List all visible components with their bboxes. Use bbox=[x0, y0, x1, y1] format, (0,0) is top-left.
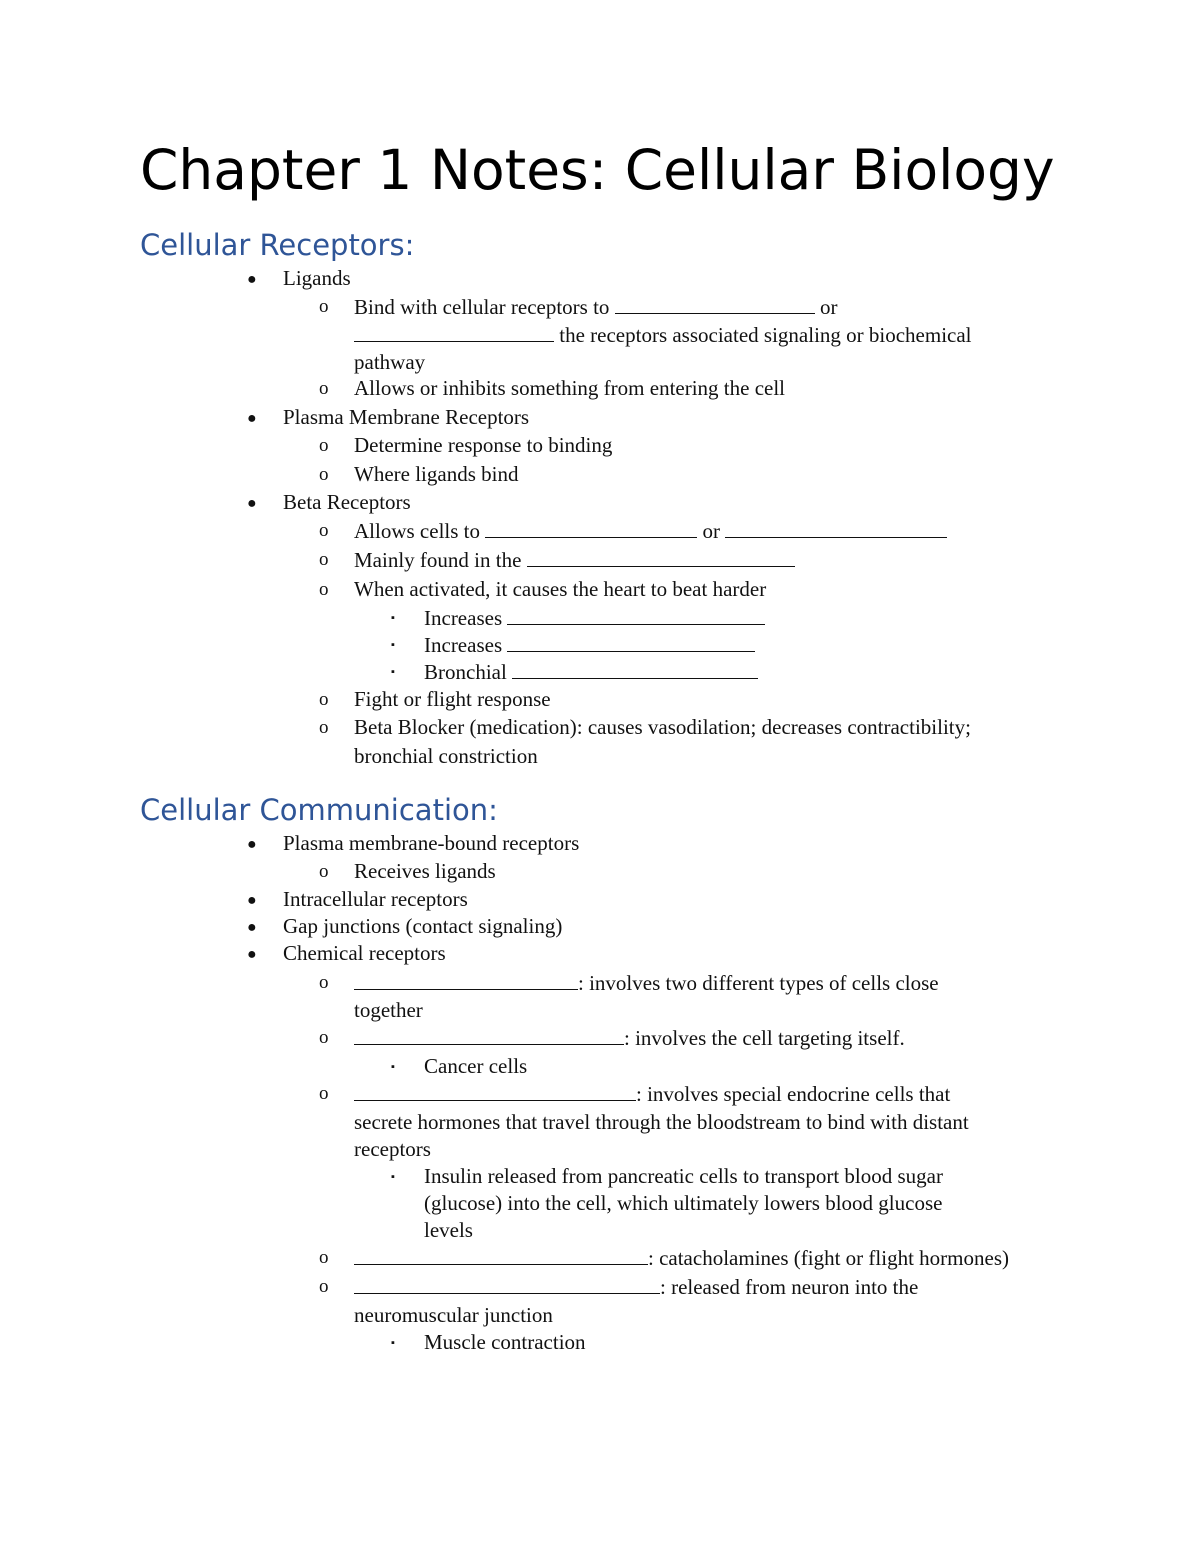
list-item-text: Bind with cellular receptors to bbox=[354, 295, 610, 319]
list-item: Intracellular receptors bbox=[283, 887, 468, 911]
list-item-continuation: secrete hormones that travel through the bloodstream to bind with distant bbox=[354, 1110, 969, 1134]
list-item: Determine response to binding bbox=[354, 433, 613, 457]
list-item: Allows or inhibits something from entering the cell bbox=[354, 376, 786, 400]
list-item-continuation: receptors bbox=[354, 1137, 431, 1161]
bullet-marker: ● bbox=[247, 495, 257, 512]
list-item-continuation: pathway bbox=[354, 350, 426, 374]
list-item: When activated, it causes the heart to beat harder bbox=[354, 577, 767, 601]
page-title: Chapter 1 Notes: Cellular Biology bbox=[140, 138, 1055, 202]
list-item-text: : released from neuron into the bbox=[660, 1275, 919, 1299]
list-item-continuation: together bbox=[354, 998, 423, 1022]
square-marker: ▪ bbox=[391, 639, 395, 651]
circle-marker: o bbox=[319, 972, 329, 993]
circle-marker: o bbox=[319, 689, 329, 710]
list-item-continuation: levels bbox=[424, 1218, 473, 1242]
circle-marker: o bbox=[319, 1276, 329, 1297]
bullet-marker: ● bbox=[247, 271, 257, 288]
list-item: Beta Blocker (medication): causes vasodilation; decreases contractibility; bbox=[354, 715, 971, 739]
fill-in-blank bbox=[507, 632, 755, 652]
list-item-text: or bbox=[702, 519, 720, 543]
circle-marker: o bbox=[319, 1247, 329, 1268]
list-item: Plasma membrane-bound receptors bbox=[283, 831, 580, 855]
fill-in-blank bbox=[527, 547, 795, 567]
list-item bbox=[354, 547, 795, 572]
list-item-continuation: neuromuscular junction bbox=[354, 1303, 553, 1327]
list-item bbox=[424, 605, 765, 630]
bullet-marker: ● bbox=[247, 410, 257, 427]
circle-marker: o bbox=[319, 435, 329, 456]
list-item: Ligands bbox=[283, 266, 351, 290]
fill-in-blank bbox=[507, 605, 765, 625]
square-marker: ▪ bbox=[391, 1337, 395, 1349]
list-item-text: Increases bbox=[424, 606, 503, 630]
square-marker: ▪ bbox=[391, 1061, 395, 1073]
fill-in-blank bbox=[512, 659, 758, 679]
list-item-text: : catacholamines (fight or flight hormones) bbox=[648, 1246, 1009, 1270]
bullet-marker: ● bbox=[247, 836, 257, 853]
list-item-text: the receptors associated signaling or biochemical bbox=[559, 323, 972, 347]
circle-marker: o bbox=[319, 296, 329, 317]
list-item bbox=[354, 1274, 918, 1299]
circle-marker: o bbox=[319, 579, 329, 600]
list-item: Cancer cells bbox=[424, 1054, 528, 1078]
list-item-text: Allows cells to bbox=[354, 519, 480, 543]
list-item bbox=[354, 1081, 950, 1106]
list-item-continuation: bronchial constriction bbox=[354, 744, 538, 768]
square-marker: ▪ bbox=[391, 612, 395, 624]
fill-in-blank bbox=[354, 1274, 660, 1294]
list-item: Muscle contraction bbox=[424, 1330, 586, 1354]
section-heading-communication: Cellular Communication: bbox=[140, 793, 498, 827]
list-item bbox=[424, 632, 755, 657]
fill-in-blank bbox=[354, 322, 554, 342]
circle-marker: o bbox=[319, 1083, 329, 1104]
square-marker: ▪ bbox=[391, 1171, 395, 1183]
fill-in-blank bbox=[615, 294, 815, 314]
bullet-marker: ● bbox=[247, 892, 257, 909]
list-item bbox=[354, 970, 939, 995]
list-item: Insulin released from pancreatic cells to transport blood sugar bbox=[424, 1164, 943, 1188]
list-item: Receives ligands bbox=[354, 859, 496, 883]
circle-marker: o bbox=[319, 861, 329, 882]
list-item-text: Bronchial bbox=[424, 660, 507, 684]
square-marker: ▪ bbox=[391, 666, 395, 678]
list-item bbox=[354, 322, 972, 347]
list-item: Fight or flight response bbox=[354, 687, 551, 711]
circle-marker: o bbox=[319, 549, 329, 570]
list-item bbox=[354, 518, 947, 543]
list-item-text: or bbox=[819, 295, 838, 319]
fill-in-blank bbox=[354, 1025, 624, 1045]
circle-marker: o bbox=[319, 378, 329, 399]
list-item: Beta Receptors bbox=[283, 490, 411, 514]
list-item bbox=[354, 1025, 905, 1050]
fill-in-blank bbox=[354, 1245, 648, 1265]
circle-marker: o bbox=[319, 464, 329, 485]
section-heading-receptors: Cellular Receptors: bbox=[140, 228, 415, 262]
list-item-continuation: (glucose) into the cell, which ultimately lowers blood glucose bbox=[424, 1191, 943, 1215]
circle-marker: o bbox=[319, 520, 329, 541]
list-item bbox=[354, 1245, 1009, 1270]
list-item-text: : involves two different types of cells close bbox=[578, 971, 939, 995]
circle-marker: o bbox=[319, 717, 329, 738]
list-item-text: : involves the cell targeting itself. bbox=[624, 1026, 905, 1050]
fill-in-blank bbox=[485, 518, 697, 538]
circle-marker: o bbox=[319, 1027, 329, 1048]
list-item: Where ligands bind bbox=[354, 462, 519, 486]
list-item bbox=[354, 294, 837, 319]
fill-in-blank bbox=[725, 518, 947, 538]
list-item: Gap junctions (contact signaling) bbox=[283, 914, 563, 938]
fill-in-blank bbox=[354, 1081, 636, 1101]
bullet-marker: ● bbox=[247, 919, 257, 936]
bullet-marker: ● bbox=[247, 946, 257, 963]
list-item bbox=[424, 659, 758, 684]
list-item-text: : involves special endocrine cells that bbox=[636, 1082, 951, 1106]
list-item-text: Mainly found in the bbox=[354, 548, 522, 572]
fill-in-blank bbox=[354, 970, 578, 990]
list-item-text: Increases bbox=[424, 633, 503, 657]
list-item: Plasma Membrane Receptors bbox=[283, 405, 530, 429]
list-item: Chemical receptors bbox=[283, 941, 446, 965]
